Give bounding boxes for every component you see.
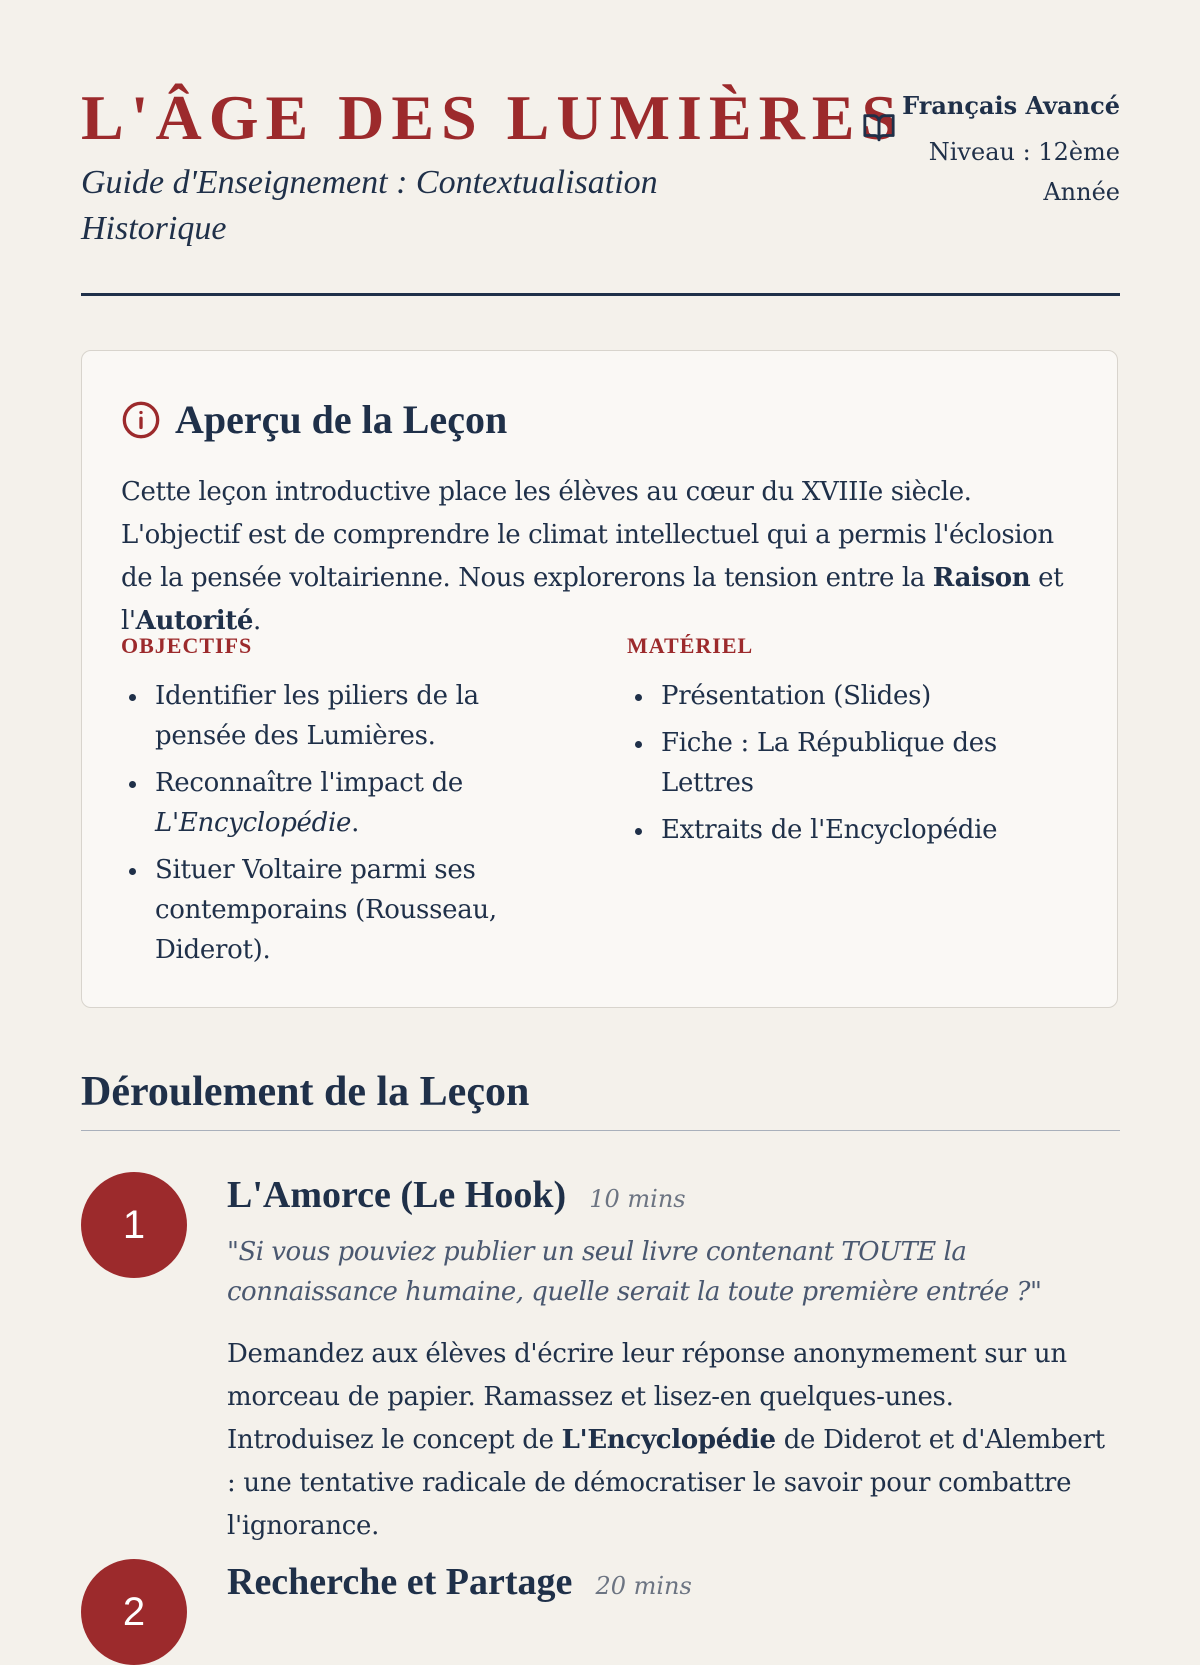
intro-keyword-raison: Raison [932, 563, 1031, 593]
course-meta [880, 86, 1120, 212]
step-duration: 10 mins [589, 1185, 686, 1213]
list-item: Situer Voltaire parmi ses contemporains (Rousseau, Diderot). [121, 850, 566, 970]
list-item: Présentation (Slides) [627, 676, 1097, 716]
overview-intro [121, 471, 1081, 643]
list-item: Fiche : La République des Lettres [627, 723, 1097, 803]
objectives-label: OBJECTIFS [121, 633, 253, 658]
step-quote: "Si vous pouviez publier un seul livre contenant TOUTE la connaissance humaine, quelle serait la toute première entrée ?" [227, 1237, 1042, 1307]
intro-text-mid: et l' [121, 563, 1064, 636]
intro-text-end: . [253, 606, 261, 636]
proceedings-divider [81, 1130, 1120, 1131]
list-item: Reconnaître l'impact de L'Encyclopédie. [121, 763, 566, 843]
page-subtitle: Guide d'Enseignement : Contextualisation Historique [81, 164, 658, 247]
step-heading [227, 1170, 686, 1220]
page-title: L'ÂGE DES LUMIÈRES [81, 82, 905, 153]
course-name: Français Avancé [902, 91, 1120, 120]
list-item: Identifier les piliers de la pensée des Lumières. [121, 676, 566, 756]
step-number-badge: 2 [81, 1559, 187, 1665]
course-level: Niveau : 12ème Année [928, 138, 1120, 206]
intro-keyword-autorite: Autorité [135, 606, 254, 636]
step-duration: 20 mins [595, 1572, 692, 1600]
header-divider [81, 293, 1120, 296]
info-circle-icon [121, 400, 161, 440]
materials-label: MATÉRIEL [627, 633, 754, 658]
header [81, 0, 1120, 297]
step-number-badge: 1 [81, 1172, 187, 1278]
overview-heading [121, 394, 507, 446]
materials-list [627, 676, 1097, 857]
step-title: L'Amorce (Le Hook) [227, 1174, 567, 1216]
overview-title: Aperçu de la Leçon [175, 397, 508, 442]
objectives-list [121, 676, 566, 977]
lesson-guide-page [81, 0, 1120, 1634]
list-item: Extraits de l'Encyclopédie [627, 810, 1097, 850]
intro-text: Cette leçon introductive place les élèves au cœur du XVIIIe siècle. L'objectif est de comprendre le climat intellectuel qui a permis l'éclosion de la pensée voltairienne. Nous explorerons la tension entre la [121, 477, 1054, 593]
step-title: Recherche et Partage [227, 1561, 573, 1603]
step-description: Demandez aux élèves d'écrire leur réponse anonymement sur un morceau de papier. Ramassez et lisez-en quelques-unes. Introduisez le concept de L'Encyclopédie de Diderot et d'Alembert : une tentative radicale de démocratiser le savoir pour combattre l'ignorance. [227, 1339, 1105, 1541]
proceedings-title: Déroulement de la Leçon [81, 1069, 530, 1115]
